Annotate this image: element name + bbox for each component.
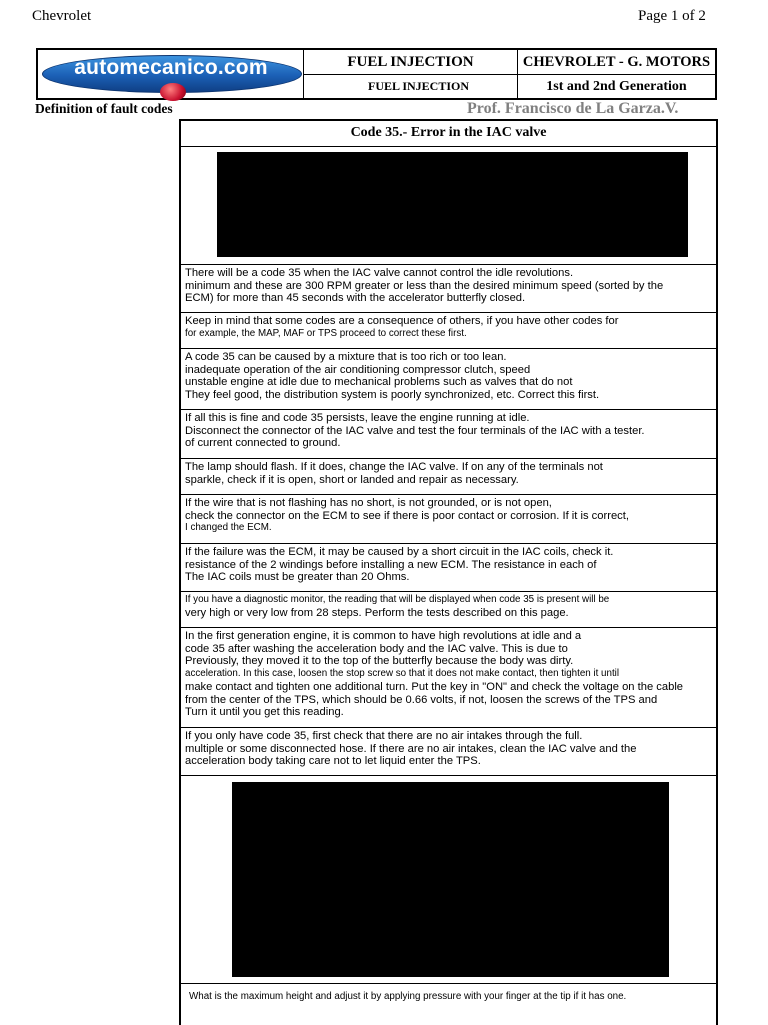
paragraph-line: If the failure was the ECM, it may be caused by a short circuit in the IAC coils, check it. xyxy=(185,546,614,558)
paragraph-line: Disconnect the connector of the IAC valve and test the four terminals of the IAC with a tester. xyxy=(185,424,645,437)
paragraph-line: acceleration body taking care not to let liquid enter the TPS. xyxy=(185,755,481,768)
paragraph-line: very high or very low from 28 steps. Perform the tests described on this page. xyxy=(185,606,569,619)
paragraph-line: If you have a diagnostic monitor, the reading that will be displayed when code 35 is present will be xyxy=(185,594,610,605)
author-name: Prof. Francisco de La Garza.V. xyxy=(467,100,679,117)
paragraph-line: In the first generation engine, it is common to have high revolutions at idle and a xyxy=(185,630,582,642)
paragraph-line: code 35 after washing the acceleration body and the IAC valve. This is due to xyxy=(185,642,568,655)
paragraph-line: for example, the MAP, MAF or TPS proceed to correct these first. xyxy=(185,327,467,339)
paragraph-7 xyxy=(181,544,716,592)
page-header-title: Chevrolet xyxy=(32,8,92,24)
paragraph-line: A code 35 can be caused by a mixture that is too rich or too lean. xyxy=(185,351,507,363)
paragraph-line: minimum and these are 300 RPM greater or less than the desired minimum speed (sorted by the xyxy=(185,279,664,292)
paragraph-line: The lamp should flash. If it does, change the IAC valve. If on any of the terminals not xyxy=(185,461,603,473)
paragraph-5 xyxy=(181,459,716,495)
paragraph-line: What is the maximum height and adjust it by applying pressure with your finger at the tip if it has one. xyxy=(189,991,627,1002)
paragraph-6 xyxy=(181,495,716,544)
document-category: Definition of fault codes xyxy=(35,101,173,116)
paragraph-line: of current connected to ground. xyxy=(185,437,341,450)
logo-cell xyxy=(38,50,304,98)
paragraph-line: Keep in mind that some codes are a consequence of others, if you have other codes for xyxy=(185,315,619,327)
paragraph-line: resistance of the 2 windings before installing a new ECM. The resistance in each of xyxy=(185,558,597,571)
paragraph-line: There will be a code 35 when the IAC valve cannot control the idle revolutions. xyxy=(185,267,574,279)
article-title: Code 35.- Error in the IAC valve xyxy=(181,121,716,147)
paragraph-line: multiple or some disconnected hose. If there are no air intakes, clean the IAC valve and the xyxy=(185,742,637,755)
paragraph-line: They feel good, the distribution system is poorly synchronized, etc. Correct this first. xyxy=(185,389,600,402)
section-title-cell: FUEL INJECTION xyxy=(304,50,518,75)
paragraph-line: inadequate operation of the air conditioning compressor clutch, speed xyxy=(185,363,531,376)
redacted-image-bottom xyxy=(232,782,669,977)
figure-row-top xyxy=(181,147,716,265)
paragraph-line: If all this is fine and code 35 persists, leave the engine running at idle. xyxy=(185,412,530,424)
brand-cell: CHEVROLET - G. MOTORS xyxy=(518,50,715,75)
paragraph-2 xyxy=(181,313,716,349)
paragraph-1 xyxy=(181,265,716,313)
paragraph-line: make contact and tighten one additional turn. Put the key in "ON" and check the voltage on the cable xyxy=(185,680,684,693)
paragraph-9 xyxy=(181,628,716,728)
paragraph-line: unstable engine at idle due to mechanical problems such as valves that do not xyxy=(185,376,573,389)
footer-paragraph xyxy=(181,984,716,1024)
figure-row-bottom xyxy=(181,776,716,984)
paragraph-line: If the wire that is not flashing has no short, is not grounded, or is not open, xyxy=(185,497,552,509)
paragraph-line: check the connector on the ECM to see if there is poor contact or corrosion. If it is correct, xyxy=(185,509,629,522)
subsection-cell: FUEL INJECTION xyxy=(304,75,518,98)
paragraph-10 xyxy=(181,728,716,776)
redacted-image-top xyxy=(217,152,688,257)
paragraph-line: acceleration. In this case, loosen the stop screw so that it does not make contact, then tighten it until xyxy=(185,668,620,680)
header-table xyxy=(36,48,717,100)
paragraph-line: The IAC coils must be greater than 20 Ohms. xyxy=(185,571,410,584)
generation-cell: 1st and 2nd Generation xyxy=(546,78,687,94)
logo-ball-icon xyxy=(160,83,186,101)
paragraph-line: sparkle, check if it is open, short or landed and repair as necessary. xyxy=(185,473,519,486)
paragraph-line: Previously, they moved it to the top of the butterfly because the body was dirty. xyxy=(185,655,574,668)
paragraph-line: I changed the ECM. xyxy=(185,522,272,534)
article-box xyxy=(179,119,718,1025)
paragraph-line: If you only have code 35, first check that there are no air intakes through the full. xyxy=(185,730,583,742)
paragraph-line: ECM) for more than 45 seconds with the accelerator butterfly closed. xyxy=(185,292,526,305)
site-logo: automecanico.com xyxy=(74,56,268,79)
paragraph-4 xyxy=(181,410,716,459)
page-number: Page 1 of 2 xyxy=(638,8,706,24)
paragraph-3 xyxy=(181,349,716,410)
paragraph-line: from the center of the TPS, which should be 0.66 volts, if not, loosen the screws of the TPS and xyxy=(185,693,658,706)
paragraph-8 xyxy=(181,592,716,628)
paragraph-line: Turn it until you get this reading. xyxy=(185,706,344,719)
